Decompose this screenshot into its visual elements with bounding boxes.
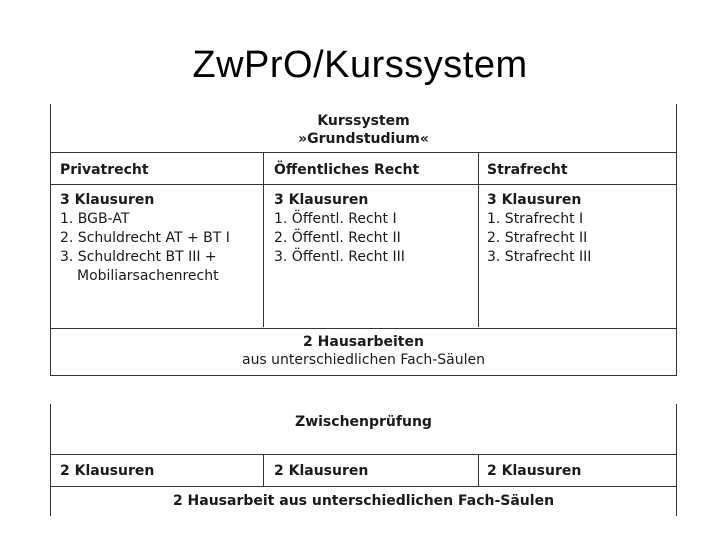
- column-title-strafrecht: Strafrecht: [487, 162, 568, 178]
- klausuren-list-privatrecht: [60, 210, 230, 286]
- klausuren-cell-1: 2 Klausuren: [60, 463, 155, 479]
- header-divider: [50, 454, 677, 455]
- list-item: 3. Strafrecht III: [487, 249, 592, 265]
- column-subtitle-oeffentliches-recht: 3 Klausuren: [274, 192, 369, 208]
- hausarbeiten-title: 2 Hausarbeiten: [303, 334, 424, 350]
- column-title-oeffentliches-recht: Öffentliches Recht: [274, 162, 420, 178]
- column-divider-1: [263, 152, 264, 327]
- list-item: 2. Schuldrecht AT + BT I: [60, 230, 230, 246]
- klausuren-list-strafrecht: [487, 210, 591, 267]
- hausarbeit-footer: 2 Hausarbeit aus unterschiedlichen Fach-Säulen: [172, 493, 555, 509]
- column-divider-1: [263, 454, 264, 486]
- slide-title: ZwPrO/Kurssystem: [192, 44, 528, 86]
- kurssystem-subheader: »Grundstudium«: [298, 131, 429, 147]
- list-item: 1. BGB-AT: [60, 211, 130, 227]
- column-row-divider: [50, 486, 677, 487]
- footer-divider: [50, 328, 677, 329]
- list-item: 3. Öffentl. Recht III: [274, 249, 405, 265]
- klausuren-cell-3: 2 Klausuren: [487, 463, 582, 479]
- column-subtitle-strafrecht: 3 Klausuren: [487, 192, 582, 208]
- column-divider-2: [478, 152, 479, 327]
- klausuren-list-oeffentliches-recht: [274, 210, 405, 267]
- list-item: 1. Öffentl. Recht I: [274, 211, 397, 227]
- column-title-privatrecht: Privatrecht: [60, 162, 149, 178]
- list-item: 2. Strafrecht II: [487, 230, 588, 246]
- column-divider-2: [478, 454, 479, 486]
- column-subtitle-privatrecht: 3 Klausuren: [60, 192, 155, 208]
- kurssystem-header: Kurssystem: [317, 113, 410, 129]
- list-item: 1. Strafrecht I: [487, 211, 584, 227]
- klausuren-cell-2: 2 Klausuren: [274, 463, 369, 479]
- header-divider: [50, 152, 677, 153]
- column-title-divider: [50, 184, 677, 185]
- hausarbeiten-subtitle: aus unterschiedlichen Fach-Säulen: [241, 352, 486, 368]
- list-item: 3. Schuldrecht BT III +: [60, 249, 217, 265]
- list-item: 2. Öffentl. Recht II: [274, 230, 401, 246]
- list-item: Mobiliarsachenrecht: [77, 268, 219, 284]
- zwischenpruefung-header: Zwischenprüfung: [295, 414, 432, 430]
- table-bottom-border: [50, 375, 677, 376]
